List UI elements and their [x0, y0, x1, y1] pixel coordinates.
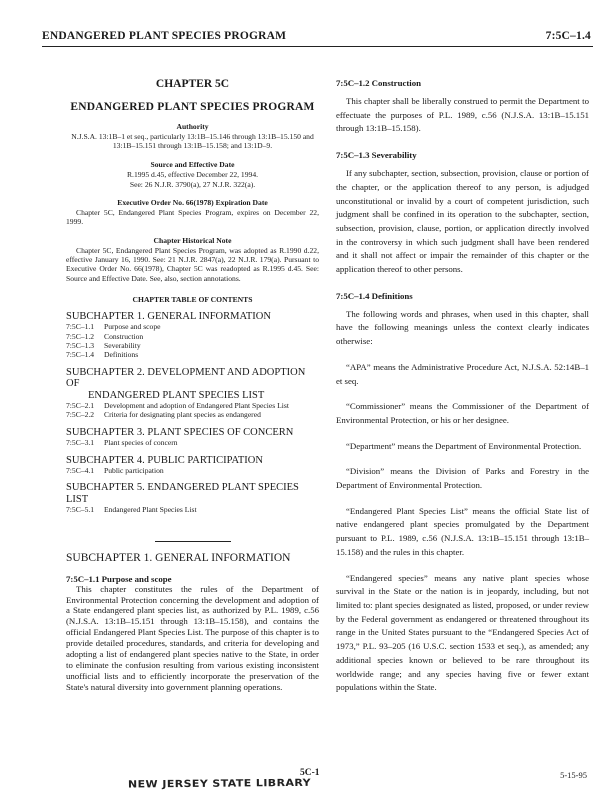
toc-subchapter-title: SUBCHAPTER 5. ENDANGERED PLANT SPECIES LIST [66, 482, 299, 505]
section-1-4-intro: The following words and phrases, when used in this chapter, shall have the following meanings unless the context clearly indicates otherwise: [336, 308, 589, 347]
toc-entry-title: Criteria for designating plant species as endangered [104, 410, 261, 420]
toc-subchapter-title: SUBCHAPTER 1. GENERAL INFORMATION [66, 310, 271, 322]
toc-subchapter-heading [66, 427, 319, 439]
section-1-1-heading: 7:5C–1.1 Purpose and scope [66, 573, 172, 584]
authority-text: N.J.S.A. 13:1B–1 et seq., particularly 13:1B–15.146 through 13:1B–15.150 and 13:1B–15.151 through 13:1B–15.158; and 13:1D–9. [71, 132, 314, 151]
history-heading: Chapter Historical Note [153, 235, 232, 245]
toc-subchapter-title-continued: ENDANGERED PLANT SPECIES LIST [88, 389, 265, 401]
definition-commissioner: “Commissioner” means the Commissioner of the Department of Environmental Protection, or his or her designee. [336, 401, 589, 425]
toc-subchapter-heading [66, 311, 319, 323]
definition-endangered-plant-species-list: “Endangered Plant Species List” means the official State list of native endangered plant species promulgated by the Department pursuant to P.L. 1989, c.56 (N.J.S.A. 13:1B–15.151 through 13:1B–15.158) and the rules in this chapter. [336, 505, 589, 557]
toc-entry-title: Public participation [104, 466, 164, 476]
definition-division: “Division” means the Division of Parks and Forestry in the Department of Environmental Protection. [336, 466, 589, 491]
toc-entry-number: 7:5C–2.1 [66, 401, 95, 411]
toc-subchapter [66, 455, 319, 476]
section-divider [155, 541, 231, 542]
toc-subchapter-title: SUBCHAPTER 4. PUBLIC PARTICIPATION [66, 454, 263, 466]
header-rule [42, 46, 593, 47]
toc-entry [66, 350, 319, 359]
toc-entry-number: 7:5C–1.3 [66, 341, 95, 351]
toc-subchapter-heading [66, 455, 319, 467]
toc-subchapter-heading [66, 367, 319, 402]
toc-entry-title: Definitions [104, 350, 139, 360]
toc-subchapter-title: SUBCHAPTER 3. PLANT SPECIES OF CONCERN [66, 426, 294, 438]
subchapter-1-heading: SUBCHAPTER 1. GENERAL INFORMATION [66, 551, 291, 564]
section-1-3-heading: 7:5C–1.3 Severability [336, 150, 417, 161]
toc-entry-number: 7:5C–3.1 [66, 438, 95, 448]
section-1-2-heading: 7:5C–1.2 Construction [336, 78, 422, 88]
chapter-number: CHAPTER 5C [155, 78, 230, 90]
toc-entry-title: Development and adoption of Endangered Plant Species List [104, 401, 289, 411]
toc-entry-number: 7:5C–5.1 [66, 505, 95, 515]
toc-entry [66, 341, 319, 350]
table-of-contents [66, 311, 319, 515]
revision-date: 5-15-95 [560, 770, 587, 780]
toc-title: CHAPTER TABLE OF CONTENTS [132, 294, 253, 304]
toc-entry-number: 7:5C–4.1 [66, 466, 95, 476]
source-heading: Source and Effective Date [150, 159, 235, 169]
toc-entry-number: 7:5C–1.1 [66, 322, 95, 332]
library-stamp: NEW JERSEY STATE LIBRARY [127, 776, 312, 791]
toc-entry [66, 322, 319, 331]
toc-entry-title: Endangered Plant Species List [104, 505, 197, 515]
running-head [42, 30, 591, 42]
right-column [336, 60, 589, 695]
source-text-2: See: 26 N.J.R. 3790(a), 27 N.J.R. 322(a). [129, 179, 256, 189]
executive-order-text: Chapter 5C, Endangered Plant Species Program, expires on December 22, 1999. [66, 208, 319, 227]
definition-endangered-species: “Endangered species” means any native plant species whose survival in the State or the nation is in jeopardy, including, but not limited to: plant species designated as listed, proposed, or under review by the Federal government as endangered or threatened throughout its range in the United States pursuant to the “Endangered Species Act of 1973,” P.L. 93–205 (16 U.S.C. section 1533 et seq.), as amended; any additional species known or believed to be rare throughout its worldwide range; and any species having five or fewer extant populations within the State. [336, 572, 589, 693]
toc-entry-title: Purpose and scope [104, 322, 161, 332]
toc-entry [66, 505, 319, 514]
toc-subchapter [66, 427, 319, 448]
toc-subchapter-title: SUBCHAPTER 2. DEVELOPMENT AND ADOPTION OF [66, 366, 306, 390]
executive-order-heading: Executive Order No. 66(1978) Expiration Date [117, 198, 268, 208]
definition-apa: “APA” means the Administrative Procedure Act, N.J.S.A. 52:14B–1 et seq. [336, 361, 589, 386]
authority-heading: Authority [176, 122, 209, 131]
toc-entry-title: Severability [104, 341, 141, 351]
toc-entry [66, 466, 319, 475]
toc-entry [66, 332, 319, 341]
toc-entry-number: 7:5C–1.4 [66, 350, 95, 360]
running-head-title: ENDANGERED PLANT SPECIES PROGRAM [42, 30, 287, 42]
section-1-3-text: If any subchapter, section, subsection, provision, clause or portion of the chapter, or the application thereof to any person, is adjudged unconstitutional or invalid by a court of competent jurisdiction, such judgment shall be confined in its operation to the subchapter, section, subsection, provision, clause, portion, or application directly involved in the controversy in which such judgment shall have been rendered and it shall not affect or impair the remainder of this chapter or the application thereof to other persons. [336, 168, 589, 275]
toc-entry [66, 410, 319, 419]
section-1-4-heading: 7:5C–1.4 Definitions [336, 290, 413, 301]
toc-subchapter [66, 311, 319, 360]
toc-subchapter-heading [66, 482, 319, 505]
source-text-1: R.1995 d.45, effective December 22, 1994. [126, 169, 259, 179]
toc-subchapter [66, 367, 319, 420]
page-number: 5C-1 [300, 768, 320, 778]
toc-entry-title: Construction [104, 331, 144, 341]
section-1-1-text: This chapter constitutes the rules of the Department of Environmental Protection concerning the development and adoption of a State endangered plant species list, as authorized by P.L. 1989, c.56 (N.J.S.A. 13:1B–15.151 through 13:1B–15.158), and contains the official Endangered Plant Species List. The purpose of this chapter is to provide detailed procedures, standards, and criteria for developing and adopting a list of endangered plant species native to the State, in order to eliminate the confusion resulting from various existing inconsistent unofficial lists and to efficiently incorporate the preservation of the State's natural diversity into government planning operations. [66, 583, 319, 692]
left-column [66, 60, 319, 693]
toc-entry-number: 7:5C–2.2 [66, 410, 95, 420]
toc-entry [66, 401, 319, 410]
section-1-2-text: This chapter shall be liberally construed to permit the Department to effectuate the purposes of P.L. 1989, c.56 (N.J.S.A. 13:1B–15.151 through 13:1B–15.158). [336, 96, 589, 134]
running-head-section: 7:5C–1.4 [545, 30, 591, 42]
definition-department: “Department” means the Department of Environmental Protection. [346, 440, 582, 451]
toc-entry-number: 7:5C–1.2 [66, 331, 95, 341]
toc-subchapter [66, 482, 319, 514]
history-text: Chapter 5C, Endangered Plant Species Program, was adopted as R.1990 d.22, effective January 16, 1990. See: 21 N.J.R. 2847(a), 22 N.J.R. 179(a). Pursuant to Executive Order No. 66(1978), Chapter 5C was readopted as R.1995 d.45. See: Source and Effective Date. See, also, section annotations. [66, 245, 319, 283]
toc-entry [66, 438, 319, 447]
chapter-title: ENDANGERED PLANT SPECIES PROGRAM [70, 101, 315, 113]
toc-entry-title: Plant species of concern [104, 438, 178, 448]
